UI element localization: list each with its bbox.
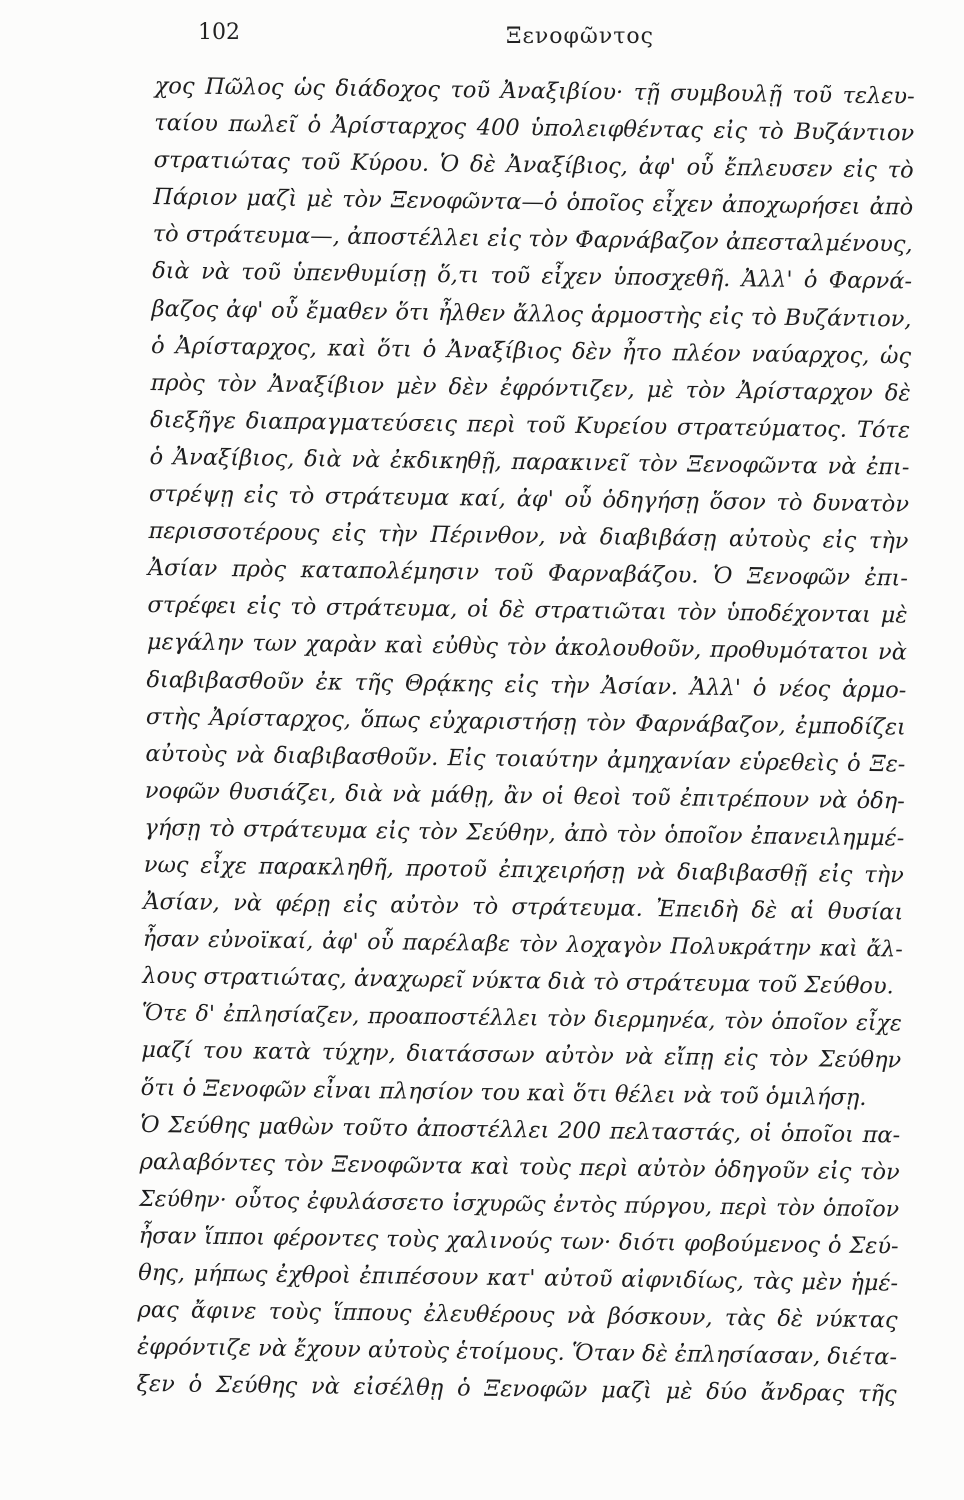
text-line: ἦσαν ἵπποι φέροντες τοὺς χαλινούς των· διότι φοβούμενος ὁ Σεύ- (138, 1222, 899, 1260)
text-line: μαζί του κατὰ τύχην, διατάσσων αὐτὸν νὰ εἴπῃ εἰς τὸν Σεύθην (141, 1037, 902, 1074)
page-header (160, 18, 914, 58)
text-line: στρέφει εἰς τὸ στράτευμα, οἱ δὲ στρατιῶται τὸν ὑποδέχονται μὲ (147, 592, 908, 629)
text-line: στὴς Ἀρίσταρχος, ὅπως εὐχαριστήσῃ τὸν Φαρνάβαζον, ἐμποδίζει (145, 703, 907, 741)
text-line: γήσῃ τὸ στράτευμα εἰς τὸν Σεύθην, ἀπὸ τὸν ὁποῖον ἐπανειλημμέ- (144, 814, 905, 852)
text-line: ρας ἄφινε τοὺς ἵππους ἐλευθέρους νὰ βόσκουν, τὰς δὲ νύκτας (137, 1296, 898, 1334)
text-line: Πάριον μαζὶ μὲ τὸν Ξενοφῶντα—ὁ ὁποῖος εἶχεν ἀποχωρήσει ἀπὸ (153, 184, 914, 221)
text-line: βαζος ἀφ' οὗ ἔμαθεν ὅτι ἦλθεν ἄλλος ἁρμοστὴς εἰς τὸ Βυζάντιον, (151, 295, 912, 333)
text-line: ἦσαν εὐνοϊκαί, ἀφ' οὗ παρέλαβε τὸν λοχαγὸν Πολυκράτην καὶ ἄλ- (142, 927, 903, 963)
text-line: ἐφρόντιζε νὰ ἔχουν αὐτοὺς ἑτοίμους. Ὅταν δὲ ἐπλησίασαν, διέτα- (136, 1334, 898, 1371)
text-line: ραλαβόντες τὸν Ξενοφῶντα καὶ τοὺς περὶ αὐτὸν ὁδηγοῦν εἰς τὸν (139, 1148, 900, 1186)
text-line: Ἀσίαν πρὸς καταπολέμησιν τοῦ Φαρναβάζου. Ὁ Ξενοφῶν ἐπι- (147, 555, 909, 592)
text-line: διὰ νὰ τοῦ ὑπενθυμίσῃ ὅ,τι τοῦ εἶχεν ὑποσχεθῆ. Ἀλλ' ὁ Φαρνά- (151, 258, 913, 296)
text-line: λους στρατιώτας, ἀναχωρεῖ νύκτα διὰ τὸ στράτευμα τοῦ Σεύθου. (142, 963, 894, 1000)
text-line: Σεύθην· οὗτος ἐφυλάσσετο ἰσχυρῶς ἐντὸς πύργου, περὶ τὸν ὁποῖον (139, 1186, 900, 1223)
text-line: ὁ Ἀναξίβιος, διὰ νὰ ἐκδικηθῇ, παρακινεῖ τὸν Ξενοφῶντα νὰ ἐπι- (149, 443, 910, 481)
text-line: μεγάλην των χαρὰν καὶ εὐθὺς τὸν ἀκολουθοῦν, προθυμότατοι νὰ (146, 629, 908, 666)
text-line: νοφῶν θυσιάζει, διὰ νὰ μάθῃ, ἂν οἱ θεοὶ τοῦ ἐπιτρέπουν νὰ ὁδη- (144, 777, 906, 815)
text-line: θης, μήπως ἐχθροὶ ἐπιπέσουν κατ' αὐτοῦ αἰφνιδίως, τὰς μὲν ἡμέ- (137, 1259, 899, 1297)
running-head: Ξενοφῶντος (506, 24, 654, 49)
text-line: διεξῆγε διαπραγματεύσεις περὶ τοῦ Κυρείου στρατεύματος. Τότε (149, 406, 911, 444)
text-line: πρὸς τὸν Ἀναξίβιον μὲν δὲν ἐφρόντιζεν, μὲ τὸν Ἀρίσταρχον δὲ (150, 369, 911, 407)
text-line: χος Πῶλος ὡς διάδοχος τοῦ Ἀναξιβίου· τῇ συμβουλῇ τοῦ τελευ- (154, 72, 915, 110)
text-line: τὸ στράτευμα—, ἀποστέλλει εἰς τὸν Φαρνάβαζον ἀπεσταλμένους, (152, 221, 913, 258)
text-line: αὐτοὺς νὰ διαβιβασθοῦν. Εἰς τοιαύτην ἀμηχανίαν εὑρεθεὶς ὁ Ξε- (145, 740, 906, 778)
body-text (136, 68, 915, 1414)
text-line: ὅτι ὁ Ξενοφῶν εἶναι πλησίον του καὶ ὅτι θέλει νὰ τοῦ ὁμιλήσῃ. (140, 1074, 867, 1111)
text-line: στρέψῃ εἰς τὸ στράτευμα καί, ἀφ' οὗ ὁδηγήσῃ ὅσον τὸ δυνατὸν (148, 480, 910, 518)
page-number: 102 (198, 20, 240, 45)
text-line: νως εἶχε παρακληθῆ, προτοῦ ἐπιχειρήσῃ νὰ διαβιβασθῇ εἰς τὴν (143, 851, 904, 889)
text-line: ὁ Ἀρίσταρχος, καὶ ὅτι ὁ Ἀναξίβιος δὲν ἦτο πλέον ναύαρχος, ὡς (150, 332, 912, 370)
text-line: περισσοτέρους εἰς τὴν Πέρινθον, νὰ διαβιβάσῃ αὐτοὺς εἰς τὴν (148, 518, 909, 555)
text-line: Ὁ Σεύθης μαθὼν τοῦτο ἀποστέλλει 200 πελταστάς, οἱ ὁποῖοι πα- (140, 1111, 901, 1149)
text-line: ξεν ὁ Σεύθης νὰ εἰσέλθῃ ὁ Ξενοφῶν μαζὶ μὲ δύο ἄνδρας τῆς (136, 1371, 897, 1408)
text-line: διαβιβασθοῦν ἐκ τῆς Θρᾴκης εἰς τὴν Ἀσίαν. Ἀλλ' ὁ νέος ἁρμο- (146, 666, 907, 704)
text-line: Ἀσίαν, νὰ φέρῃ εἰς αὐτὸν τὸ στράτευμα. Ἐπειδὴ δὲ αἱ θυσίαι (143, 888, 904, 926)
text-line: στρατιώτας τοῦ Κύρου. Ὁ δὲ Ἀναξίβιος, ἀφ' οὗ ἔπλευσεν εἰς τὸ (153, 147, 914, 184)
text-line: ταίου πωλεῖ ὁ Ἀρίσταρχος 400 ὑπολειφθέντας εἰς τὸ Βυζάντιον (154, 110, 915, 147)
text-line: Ὅτε δ' ἐπλησίαζεν, προαποστέλλει τὸν διερμηνέα, τὸν ὁποῖον εἶχε (141, 1001, 902, 1037)
